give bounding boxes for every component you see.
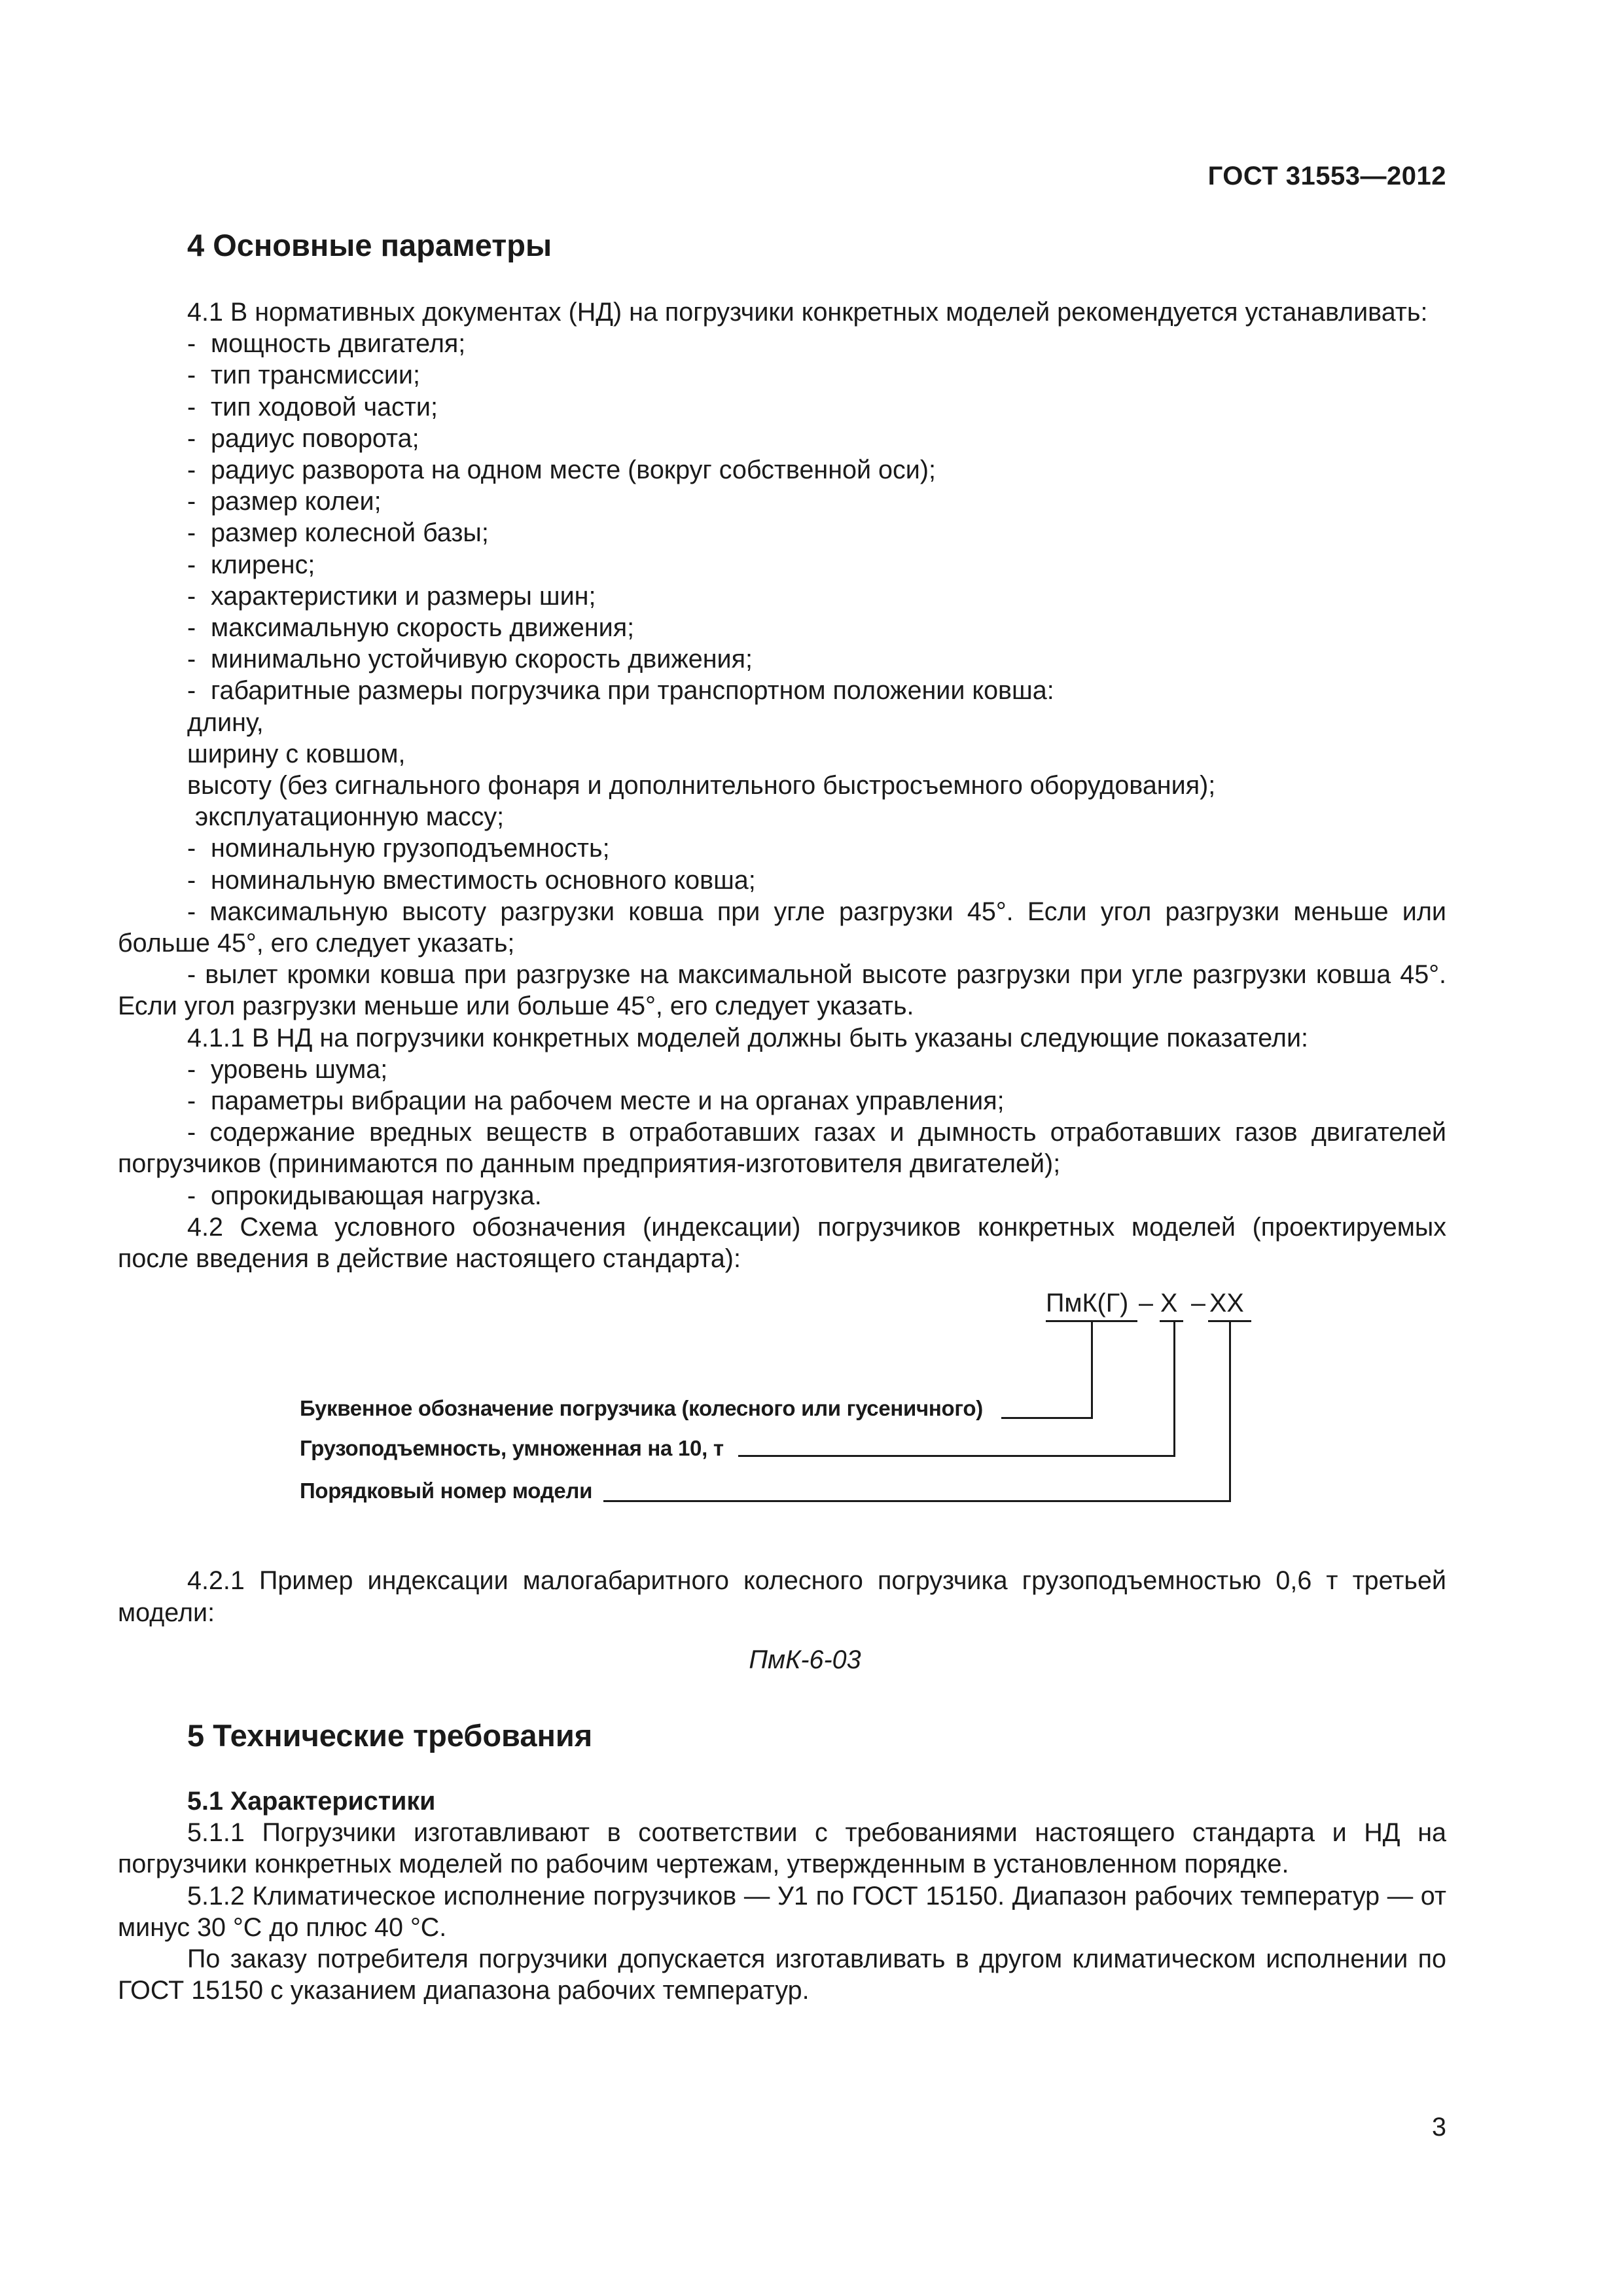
scheme-underline <box>1160 1320 1183 1322</box>
scheme-separator: – <box>1139 1289 1153 1318</box>
scheme-leader <box>1001 1417 1093 1419</box>
list-item: - характеристики и размеры шин; <box>187 581 596 611</box>
list-item: - максимальную скорость движения; <box>187 613 635 643</box>
scheme-leader <box>603 1500 1231 1502</box>
index-example: ПмК-6-03 <box>749 1645 861 1674</box>
document-code: ГОСТ 31553—2012 <box>1207 162 1446 190</box>
list-item: - клиренс; <box>187 550 315 579</box>
paragraph-5-1-2: 5.1.2 Климатическое исполнение погрузчиков — У1 по ГОСТ 15150. Диапазон рабочих температур — от минус 30 °С до плюс 40 °С. <box>118 1881 1446 1942</box>
scheme-code-type: ПмК(Г) <box>1046 1289 1129 1318</box>
scheme-connector <box>1091 1321 1093 1418</box>
paragraph-4-1-1: 4.1.1 В НД на погрузчики конкретных моделей должны быть указаны следующие показатели: <box>187 1023 1309 1052</box>
scheme-label-type: Буквенное обозначение погрузчика (колесного или гусеничного) <box>300 1396 983 1421</box>
scheme-connector <box>1229 1321 1231 1501</box>
list-item: - уровень шума; <box>187 1054 388 1084</box>
dimension-item: длину, <box>187 708 264 737</box>
scheme-separator: – <box>1191 1289 1205 1318</box>
list-item-long: - содержание вредных веществ в отработавших газах и дымность отработавших газов двигателей погрузчиков (принимаются по данным предприятия-изготовителя двигателей); <box>118 1118 1446 1179</box>
scheme-code-capacity: Х <box>1160 1289 1178 1318</box>
list-item: - тип ходовой части; <box>187 392 438 422</box>
dimension-item: ширину с ковшом, <box>187 739 406 768</box>
list-item: - тип трансмиссии; <box>187 361 420 390</box>
section-4-title: 4 Основные параметры <box>187 228 552 262</box>
list-item: - размер колесной базы; <box>187 518 489 548</box>
list-item: - опрокидывающая нагрузка. <box>187 1181 542 1210</box>
mass-item: эксплуатационную массу; <box>195 802 505 832</box>
index-scheme <box>118 1283 1446 1565</box>
list-item: - параметры вибрации на рабочем месте и на органах управления; <box>187 1086 1005 1116</box>
subsection-5-1-title: 5.1 Характеристики <box>187 1786 436 1816</box>
scheme-label-model: Порядковый номер модели <box>300 1479 593 1503</box>
scheme-connector <box>1173 1321 1175 1456</box>
page-number: 3 <box>1432 2113 1446 2142</box>
paragraph-4-1: 4.1 В нормативных документах (НД) на погрузчики конкретных моделей рекомендуется устанавливать: <box>187 298 1428 327</box>
section-5-title: 5 Технические требования <box>187 1717 593 1753</box>
list-item: - габаритные размеры погрузчика при транспортном положении ковша: <box>187 676 1054 706</box>
scheme-code-model: ХХ <box>1209 1289 1244 1318</box>
list-item: - минимально устойчивую скорость движения; <box>187 645 753 674</box>
list-item: - номинальную вместимость основного ковша; <box>187 865 756 895</box>
page-content <box>118 226 1446 2006</box>
scheme-leader <box>738 1455 1175 1457</box>
list-item: - радиус разворота на одном месте (вокруг собственной оси); <box>187 456 936 485</box>
paragraph-5-1-3: По заказу потребителя погрузчики допускается изготавливать в другом климатическом исполнении по ГОСТ 15150 с указанием диапазона рабочих температур. <box>118 1944 1446 2005</box>
list-item-long: - вылет кромки ковша при разгрузке на максимальной высоте разгрузки при угле разгрузки ковша 45°. Если угол разгрузки меньше или больше 45°, его следует указать. <box>118 960 1446 1021</box>
list-item: - радиус поворота; <box>187 423 419 453</box>
paragraph-5-1-1: 5.1.1 Погрузчики изготавливают в соответствии с требованиями настоящего стандарта и НД на погрузчики конкретных моделей по рабочим чертежам, утвержденным в установленном порядке. <box>118 1818 1446 1879</box>
scheme-label-capacity: Грузоподъемность, умноженная на 10, т <box>300 1436 724 1461</box>
paragraph-4-2-1: 4.2.1 Пример индексации малогабаритного колесного погрузчика грузоподъемностью 0,6 т третьей модели: <box>118 1566 1446 1627</box>
dimension-item: высоту (без сигнального фонаря и дополнительного быстросъемного оборудования); <box>187 771 1216 800</box>
paragraph-4-2: 4.2 Схема условного обозначения (индексации) погрузчиков конкретных моделей (проектируемых после введения в действие настоящего стандарта): <box>118 1212 1446 1274</box>
list-item-long: - максимальную высоту разгрузки ковша при угле разгрузки 45°. Если угол разгрузки меньше или больше 45°, его следует указать; <box>118 897 1446 958</box>
list-item: - мощность двигателя; <box>187 329 466 359</box>
parameters-list <box>118 328 1446 706</box>
list-item: - размер колеи; <box>187 487 382 516</box>
list-item: - номинальную грузоподъемность; <box>187 834 610 863</box>
